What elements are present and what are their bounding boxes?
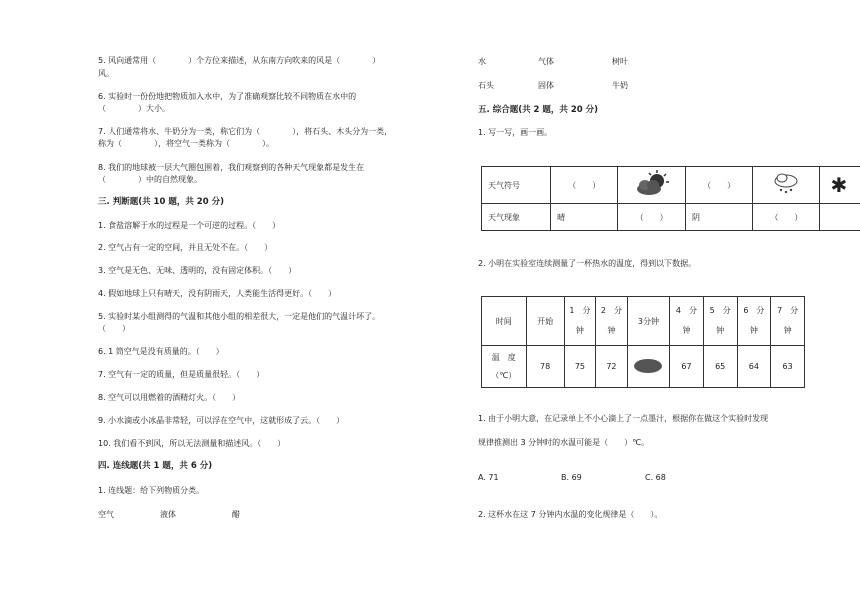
judge-10: 10. 我们看不到风，所以无法测量和描述风。（ ）	[98, 439, 286, 448]
table-row-label: 温 度 （℃）	[482, 346, 527, 388]
table-header-cell: 天气符号	[482, 167, 551, 204]
table-cell: 64	[737, 346, 771, 388]
table-cell	[820, 167, 860, 204]
snowflake-icon: ✱	[830, 173, 848, 197]
temperature-table	[481, 296, 805, 388]
sub-question-1-line2: 规律推测出 3 分钟时的水温可能是（ ）℃。	[478, 438, 650, 447]
question-7-line2: 称为（ ），将空气一类称为（ ）。	[98, 139, 274, 148]
question-6-line2: （ ）大小。	[98, 104, 170, 113]
table-header-cell: 5 分 钟	[703, 297, 737, 346]
match-item: 水	[478, 57, 486, 66]
table-header-cell: 7 分 钟	[771, 297, 805, 346]
section-3-title: 三. 判断题(共 10 题，共 20 分)	[98, 197, 224, 207]
table-cell: （ ）	[685, 167, 752, 204]
section-4-title: 四. 连线题(共 1 题，共 6 分)	[98, 461, 213, 471]
judge-4: 4. 假如地球上只有晴天，没有阴雨天，人类能生活得更好。（ ）	[98, 289, 337, 298]
match-item: 石头	[478, 81, 494, 90]
table-cell: 65	[703, 346, 737, 388]
option-b: B. 69	[561, 473, 582, 482]
judge-6: 6. 1 筒空气是没有质量的。（ ）	[98, 347, 224, 356]
match-item: 醋	[232, 510, 240, 519]
match-item: 液体	[160, 510, 176, 519]
table-cell: （ ）	[551, 167, 618, 204]
match-question-1: 1. 连线题：给下列物质分类。	[98, 486, 205, 495]
option-a: A. 71	[478, 473, 499, 482]
table-cell: 67	[670, 346, 704, 388]
table-cell: 阴	[685, 204, 752, 231]
judge-3: 3. 空气是无色、无味、透明的，没有固定体积。（ ）	[98, 266, 297, 275]
table-header-cell: 6 分 钟	[737, 297, 771, 346]
table-cell: （ ）	[753, 204, 820, 231]
question-8-line2: （ ）中的自然现象。	[98, 175, 202, 184]
weather-table	[481, 166, 860, 231]
match-item: 固体	[538, 81, 554, 90]
cloudy-sun-icon	[634, 170, 670, 198]
match-item: 牛奶	[612, 81, 628, 90]
composite-question-1: 1. 写一写，画一画。	[478, 128, 553, 137]
question-5-line1: 5. 风向通常用（ ）个方位来描述，从东南方向吹来的风是（ ）	[98, 56, 381, 65]
table-cell: 晴	[551, 204, 618, 231]
question-5-line2: 风。	[98, 69, 114, 78]
judge-5-line1: 5. 实验时某小组测得的气温和其他小组的相差很大，一定是他们的气温计坏了。	[98, 312, 381, 321]
table-cell	[753, 167, 820, 204]
question-8-line1: 8. 我们的地球被一层大气圈包围着，我们观察到的各种天气现象都是发生在	[98, 163, 365, 172]
rain-cloud-icon	[772, 172, 800, 196]
table-header-cell: 时间	[482, 297, 527, 346]
table-header-cell: 3分钟	[627, 297, 669, 346]
table-cell: 72	[596, 346, 628, 388]
table-cell: 78	[526, 346, 564, 388]
judge-2: 2. 空气占有一定的空间，并且无处不在。（ ）	[98, 243, 273, 252]
judge-1: 1. 食盐溶解于水的过程是一个可逆的过程。（ ）	[98, 221, 281, 230]
judge-5-line2: （ ）	[98, 324, 130, 333]
table-header-cell: 4 分 钟	[670, 297, 704, 346]
table-header-cell: 天气现象	[482, 204, 551, 231]
judge-8: 8. 空气可以用燃着的酒精灯火。（ ）	[98, 393, 241, 402]
sub-question-2: 2. 这杯水在这 7 分钟内水温的变化规律是（ ）。	[478, 510, 663, 519]
composite-question-2: 2. 小明在实验室连续测量了一杯热水的温度，得到以下数据。	[478, 259, 697, 268]
table-cell: 63	[771, 346, 805, 388]
table-header-cell: 1 分 钟	[564, 297, 596, 346]
section-5-title: 五. 综合题(共 2 题，共 20 分)	[478, 105, 599, 115]
sub-question-1-line1: 1. 由于小明大意，在记录单上不小心滴上了一点墨汁，根据你在做这个实验时发现	[478, 414, 769, 423]
table-header-cell: 开始	[526, 297, 564, 346]
table-cell: 75	[564, 346, 596, 388]
ink-blot-icon	[634, 359, 662, 373]
option-c: C. 68	[645, 473, 666, 482]
match-item: 空气	[98, 510, 114, 519]
match-item: 气体	[538, 57, 554, 66]
question-6-line1: 6. 实验时一份份地把物质加入水中，为了准确观察比较不同物质在水中的	[98, 92, 357, 101]
table-cell	[820, 204, 860, 231]
match-item: 树叶	[612, 57, 628, 66]
table-cell: （ ）	[618, 204, 686, 231]
judge-9: 9. 小水滴或小冰晶非常轻，可以浮在空气中，这就形成了云。（ ）	[98, 416, 345, 425]
table-cell	[627, 346, 669, 388]
table-cell	[618, 167, 686, 204]
question-7-line1: 7. 人们通常将水、牛奶分为一类，称它们为（ ），将石头、木头分为一类，	[98, 127, 393, 136]
judge-7: 7. 空气有一定的质量，但是质量很轻。（ ）	[98, 370, 265, 379]
table-header-cell: 2 分 钟	[596, 297, 628, 346]
